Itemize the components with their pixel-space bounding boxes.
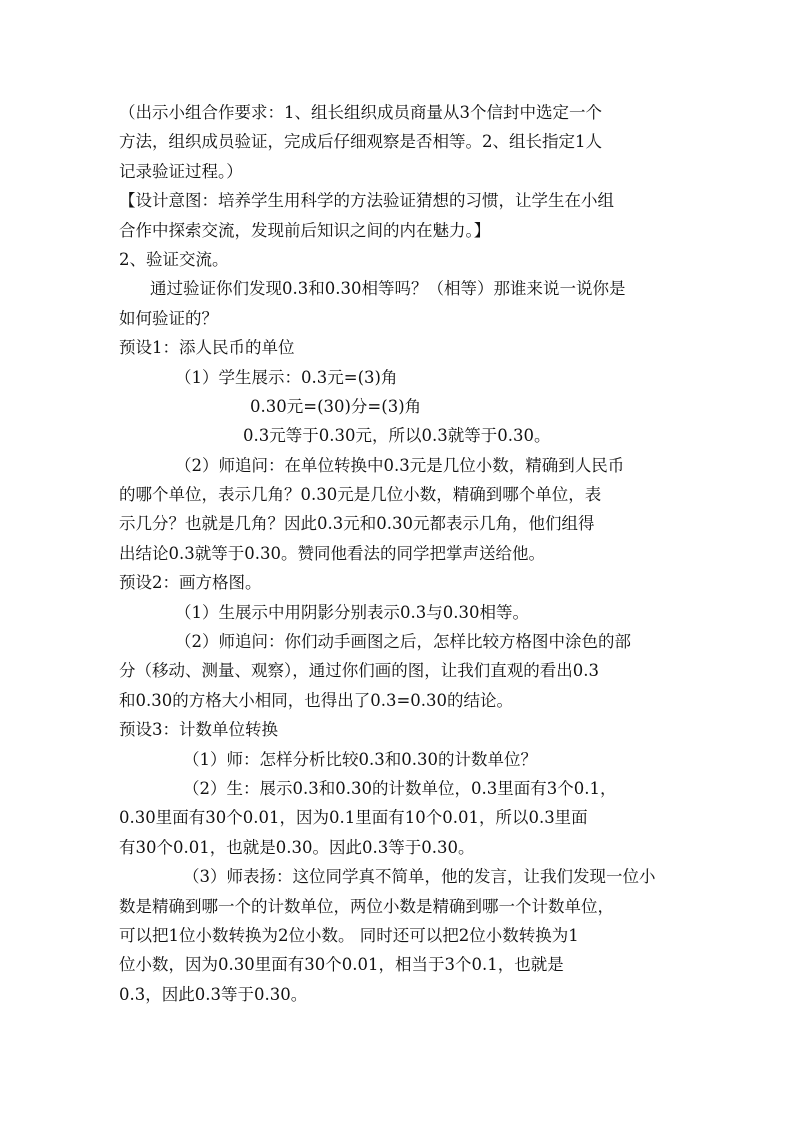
text-line: （3）师表扬：这位同学真不简单，他的发言，让我们发现一位小 (183, 867, 656, 887)
text-line: 【设计意图：培养学生用科学的方法验证猜想的习惯，让学生在小组 (119, 191, 614, 211)
text-line: （2）师追问：在单位转换中0.3元是几位小数，精确到人民币 (175, 455, 625, 475)
text-line: 和0.30的方格大小相同，也得出了0.3=0.30的结论。 (119, 690, 514, 710)
text-line: （2）生：展示0.3和0.30的计数单位，0.3里面有3个0.1， (183, 778, 617, 798)
text-line: 0.3元等于0.30元，所以0.3就等于0.30。 (243, 426, 551, 446)
text-line: 如何验证的？ (119, 308, 218, 328)
text-line: 通过验证你们发现0.3和0.30相等吗？（相等）那谁来说一说你是 (150, 279, 626, 299)
text-line: 分（移动、测量、观察），通过你们画的图，让我们直观的看出0.3 (119, 661, 599, 681)
text-line: 数是精确到哪一个的计数单位，两位小数是精确到哪一个计数单位， (119, 896, 614, 916)
document-body (119, 98, 679, 1009)
text-line: （2）师追问：你们动手画图之后，怎样比较方格图中涂色的部 (175, 632, 631, 652)
text-line: 的哪个单位，表示几角？0.30元是几位小数，精确到哪个单位，表 (119, 485, 602, 505)
text-line: 2、验证交流。 (119, 249, 229, 269)
text-line: 出结论0.3就等于0.30。赞同他看法的同学把掌声送给他。 (119, 543, 545, 563)
text-line: （1）师：怎样分析比较0.3和0.30的计数单位？ (183, 749, 537, 769)
text-line: 0.3，因此0.3等于0.30。 (119, 984, 308, 1004)
text-line: （1）生展示中用阴影分别表示0.3与0.30相等。 (175, 602, 529, 622)
text-line: 记录验证过程。） (119, 161, 243, 181)
text-line: 有30个0.01，也就是0.30。因此0.3等于0.30。 (119, 837, 475, 857)
text-line: （出示小组合作要求：1、组长组织成员商量从3个信封中选定一个 (119, 103, 602, 122)
text-line: 0.30元=(30)分=(3)角 (250, 396, 422, 416)
text-line: 方法，组织成员验证，完成后仔细观察是否相等。2、组长指定1人 (119, 132, 602, 152)
text-line: （1）学生展示：0.3元=(3)角 (175, 367, 398, 387)
text-line: 预设3：计数单位转换 (119, 720, 278, 740)
text-line: 预设1：添人民币的单位 (119, 338, 295, 358)
text-line: 预设2：画方格图。 (119, 573, 262, 593)
text-line: 合作中探索交流，发现前后知识之间的内在魅力。】 (119, 220, 491, 240)
text-line: 位小数，因为0.30里面有30个0.01，相当于3个0.1，也就是 (119, 955, 564, 975)
text-line: 0.30里面有30个0.01，因为0.1里面有10个0.01，所以0.3里面 (119, 808, 588, 828)
text-line: 可以把1位小数转换为2位小数。 同时还可以把2位小数转换为1 (119, 925, 579, 945)
text-line: 示几分？也就是几角？因此0.3元和0.30元都表示几角，他们组得 (119, 514, 595, 534)
